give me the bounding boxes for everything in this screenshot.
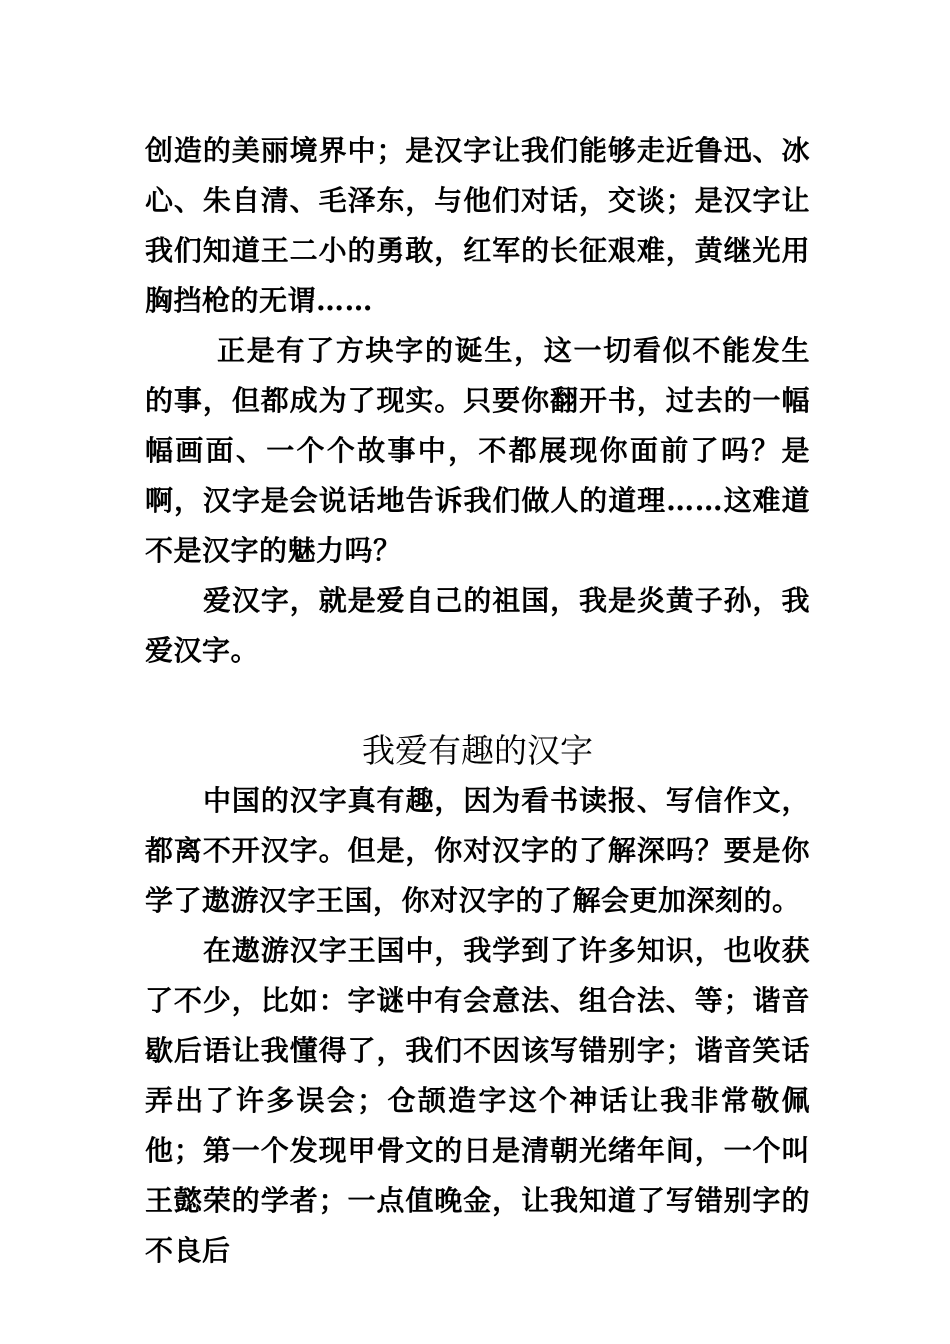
paragraph-intro: 中国的汉字真有趣，因为看书读报、写信作文，都离不开汉字。但是，你对汉字的了解深吗？要是你学了遨游汉字王国，你对汉字的了解会更加深刻的。: [145, 784, 810, 917]
document-page: [145, 126, 810, 1276]
paragraph-knowledge: 在遨游汉字王国中，我学到了许多知识，也收获了不少，比如：字谜中有会意法、组合法、等；谐音歇后语让我懂得了，我们不因该写错别字；谐音笑话弄出了许多误会；仓颉造字这个神话让我非常敬佩他；第一个发现甲骨文的日是清朝光绪年间，一个叫王懿荣的学者；一点值晚金，让我知道了写错别字的不良后: [145, 934, 810, 1267]
section-gap: [145, 676, 810, 726]
paragraph-continuation: 创造的美丽境界中；是汉字让我们能够走近鲁迅、冰心、朱自清、毛泽东，与他们对话，交谈；是汉字让我们知道王二小的勇敢，红军的长征艰难，黄继光用胸挡枪的无谓……: [145, 134, 810, 317]
paragraph-square-characters: 正是有了方块字的诞生，这一切看似不能发生的事，但都成为了现实。只要你翻开书，过去的一幅幅画面、一个个故事中，不都展现你面前了吗？是啊，汉字是会说话地告诉我们做人的道理……这难道不是汉字的魅力吗？: [145, 334, 810, 567]
essay-title: 我爱有趣的汉字: [362, 731, 593, 770]
paragraph-love-characters: 爱汉字，就是爱自己的祖国，我是炎黄子孙，我爱汉字。: [145, 584, 810, 667]
